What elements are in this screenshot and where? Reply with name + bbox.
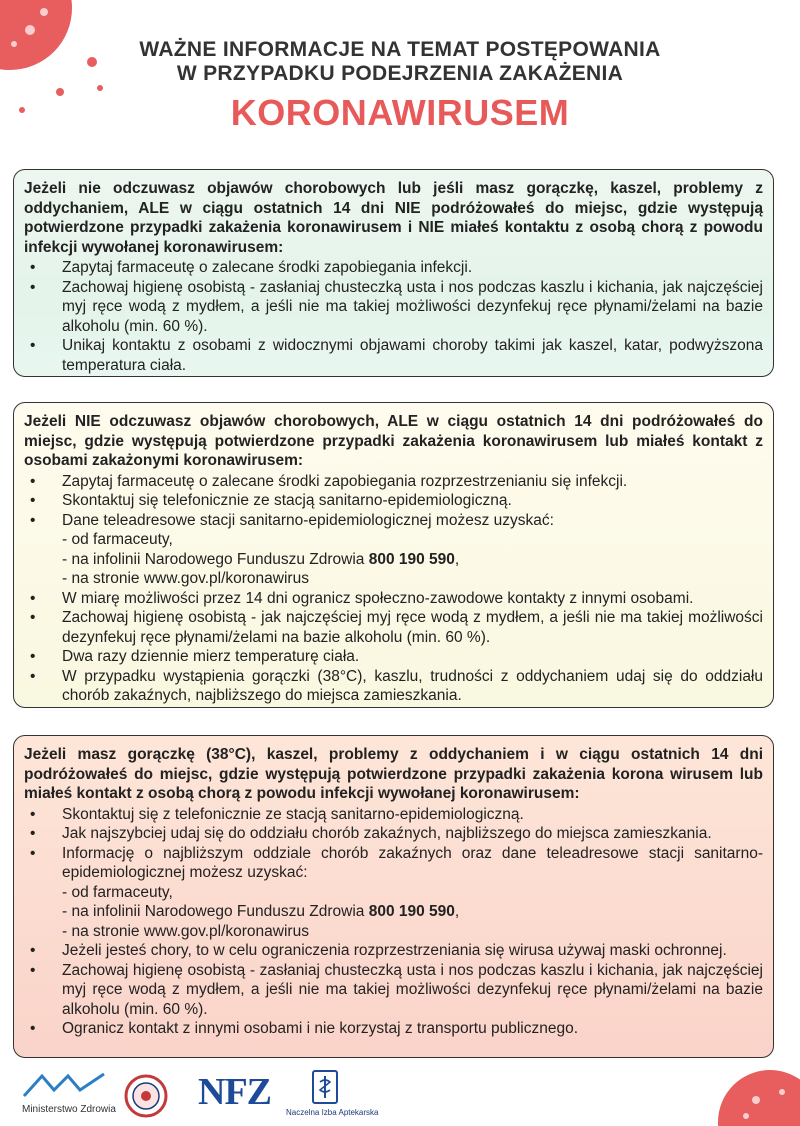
pharmacy-chamber-logo-text: Naczelna Izba Aptekarska [286, 1108, 379, 1117]
nfz-logo-text: NFZ [198, 1071, 271, 1113]
box2-sub-website: - na stronie www.gov.pl/koronawirus [62, 570, 309, 587]
box3-sub-pharmacist: - od farmaceuty, [62, 883, 173, 901]
box3-sub-website: - na stronie www.gov.pl/koronawirus [62, 922, 309, 940]
box3-sub-hotline [62, 902, 763, 922]
box2-intro: Jeżeli NIE odczuwasz objawów chorobowych, ALE w ciągu ostatnich 14 dni podróżowałeś do miejsc, gdzie występują potwierdzone przypadki zakażenia koronawirusem lub miałeś kontakt z osobami zakażonymi koronawirusem: [24, 413, 763, 469]
box3-item: • Ogranicz kontakt z innymi osobami i nie korzystaj z transportu publicznego. [24, 1019, 763, 1039]
box2-item-text: Dane teleadresowe stacji sanitarno-epidemiologicznej możesz uzyskać: [62, 511, 554, 529]
box1-list [24, 258, 763, 375]
box3-list [24, 805, 763, 1039]
hotline-suffix: , [454, 550, 460, 568]
box2-sub-hotline [62, 550, 763, 570]
box3-item: • Jak najszybciej udaj się do oddziału chorób zakaźnych, najbliższego do miejsca zamieszkania. [24, 824, 763, 844]
hotline-label: - na infolinii Narodowego Funduszu Zdrowia [62, 903, 369, 920]
box3-item: • Zachowaj higienę osobistą - zasłaniaj chusteczką usta i nos podczas kaszlu i kichania, jak najczęściej myj ręce wodą z mydłem, a jeśli nie ma takiej możliwości dezynfekuj ręce płynami/żelami na bazie alkoholu (min. 60 %). [24, 961, 763, 1020]
box1-item: • Unikaj kontaktu z osobami z widocznymi objawami choroby takimi jak kaszel, katar, podwyższona temperatura ciała. [24, 336, 763, 375]
box2-list [24, 472, 763, 706]
info-box-exposure-no-symptoms [13, 402, 774, 708]
box1-intro: Jeżeli nie odczuwasz objawów chorobowych lub jeśli masz gorączkę, kaszel, problemy z oddychaniem, ALE w ciągu ostatnich 14 dni NIE podróżowałeś do miejsc, gdzie występują potwierdzone przypadki zakażenia koronawirusem i NIE miałeś kontaktu z osobą chorą z powodu infekcji wywołanej koronawirusem: [24, 180, 763, 256]
box3-item: • Skontaktuj się z telefonicznie ze stacją sanitarno-epidemiologiczną. [24, 805, 763, 825]
footer-logos [0, 1066, 800, 1126]
info-box-no-exposure [13, 169, 774, 377]
box1-item: • Zapytaj farmaceutę o zalecane środki zapobiegania infekcji. [24, 258, 763, 278]
hotline-suffix: , [454, 903, 460, 920]
ministry-logo-text: Ministerstwo Zdrowia [22, 1104, 116, 1115]
box2-item: • Zachowaj higienę osobistą - jak najczęściej myj ręce wodą z mydłem, a jeśli nie ma takiej możliwości dezynfekuj ręce płynami/żelami na bazie alkoholu (min. 60 %). [24, 608, 763, 647]
hotline-phone: 800 190 590 [368, 550, 455, 568]
box2-item: • W przypadku wystąpienia gorączki (38°C), kaszlu, trudności z oddychaniem udaj się do oddziału chorób zakaźnych, najbliższego do miejsca zamieszkania. [24, 667, 763, 706]
box2-item: • W miarę możliwości przez 14 dni ogranicz społeczno-zawodowe kontakty z innymi osobami. [24, 589, 763, 609]
pharmacy-chamber-logo-icon [312, 1070, 338, 1104]
page-header [0, 38, 800, 134]
box2-item: • Zapytaj farmaceutę o zalecane środki zapobiegania rozprzestrzenianiu się infekcji. [24, 472, 763, 492]
box2-item: • Skontaktuj się telefonicznie ze stacją sanitarno-epidemiologiczną. [24, 491, 763, 511]
title-main: KORONAWIRUSEM [230, 92, 570, 133]
box2-sub-pharmacist: - od farmaceuty, [62, 531, 173, 548]
title-line-2: W PRZYPADKU PODEJRZENIA ZAKAŻENIA [176, 62, 624, 85]
box2-item-contacts [24, 511, 763, 589]
info-box-symptoms-and-exposure [13, 735, 774, 1058]
hotline-phone: 800 190 590 [368, 903, 455, 920]
box3-item-text: Informację o najbliższym oddziale chorób zakaźnych oraz dane teleadresowe stacji sanitarno-epidemiologicznej możesz uzyskać: [62, 844, 763, 881]
hotline-label: - na infolinii Narodowego Funduszu Zdrowia [62, 550, 369, 568]
ministry-of-health-logo-icon [20, 1070, 110, 1100]
box2-item: • Dwa razy dziennie mierz temperaturę ciała. [24, 647, 763, 667]
gis-seal-icon [124, 1074, 168, 1118]
box3-item: • Jeżeli jesteś chory, to w celu ograniczenia rozprzestrzeniania się wirusa używaj maski ochronnej. [24, 941, 763, 961]
box3-item-contacts [24, 844, 763, 942]
box1-item: • Zachowaj higienę osobistą - zasłaniaj chusteczką usta i nos podczas kaszlu i kichania, jak najczęściej myj ręce wodą z mydłem, a jeśli nie ma takiej możliwości dezynfekuj ręce płynami/żelami na bazie alkoholu (min. 60 %). [24, 278, 763, 337]
box3-intro: Jeżeli masz gorączkę (38°C), kaszel, problemy z oddychaniem i w ciągu ostatnich 14 dni podróżowałeś do miejsc, gdzie występują potwierdzone przypadki zakażenia korona wirusem lub miałeś kontakt z osobą chorą z powodu infekcji wywołanej koronawirusem: [24, 746, 763, 802]
title-line-1: WAŻNE INFORMACJE NA TEMAT POSTĘPOWANIA [139, 38, 661, 61]
